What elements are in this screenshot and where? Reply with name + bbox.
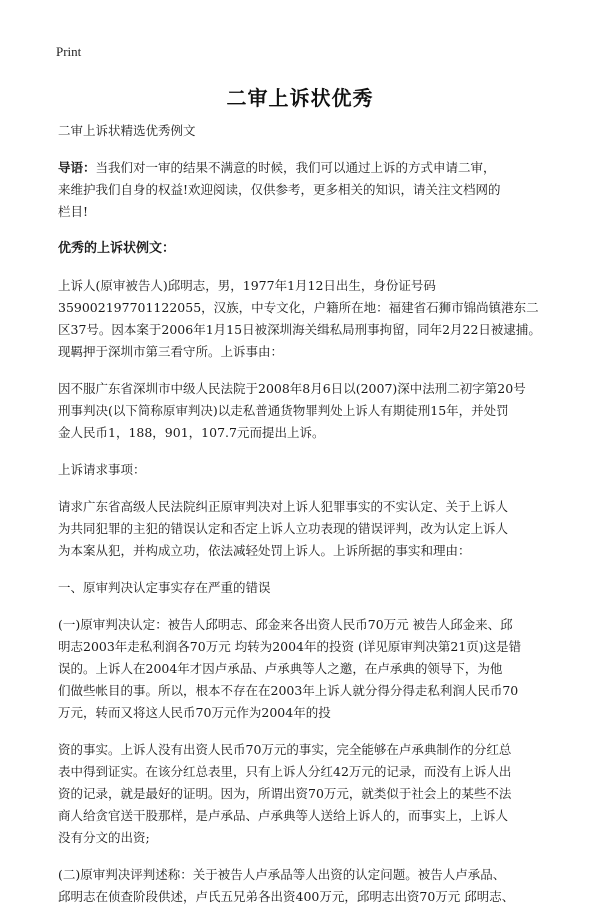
paragraph-line: 一、原审判决认定事实存在严重的错误 — [58, 580, 271, 595]
page-title: 二审上诉状优秀 — [226, 86, 374, 110]
intro-paragraph — [58, 157, 550, 223]
paragraph-line: 误的。上诉人在2004年才因卢承品、卢承典等人之邀，在卢承典的领导下，为他 — [58, 661, 503, 676]
appeal-request-heading — [58, 459, 550, 481]
paragraph-line: 表中得到证实。在该分红总表里，只有上诉人分红42万元的记录，而没有上诉人出 — [58, 764, 512, 779]
paragraph-line: 上诉请求事项： — [58, 462, 146, 477]
paragraph-line: 359002197701122055，汉族，中专文化，户籍所在地：福建省石狮市锦尚镇港东二 — [58, 300, 539, 315]
intro-text: 当我们对一审的结果不满意的时候，我们可以通过上诉的方式申请二审， — [95, 160, 496, 175]
paragraph-line: 资的事实。上诉人没有出资人民币70万元的事实，完全能够在卢承典制作的分红总 — [58, 742, 512, 757]
paragraph-line: 上诉人(原审被告人)邱明志，男，1977年1月12日出生，身份证号码 — [58, 278, 436, 293]
sample-heading: 优秀的上诉状例文： — [58, 241, 176, 256]
intro-label: 导语： — [58, 160, 96, 175]
appellant-info-paragraph — [58, 275, 550, 363]
print-label[interactable]: Print — [56, 44, 82, 59]
document-body — [58, 120, 550, 923]
paragraph-line: 商人给贪官送干股那样，是卢承品、卢承典等人送给上诉人的，而事实上，上诉人 — [58, 808, 509, 823]
paragraph-line: 现羁押于深圳市第三看守所。上诉事由： — [58, 344, 284, 359]
point-two-paragraph — [58, 864, 550, 908]
paragraph-line: 明志2003年走私利润各70万元 均转为2004年的投资 (详见原审判决第21页)这是错 — [58, 639, 522, 654]
intro-line: 栏目! — [58, 204, 89, 219]
subtitle-text: 二审上诉状精选优秀例文 — [58, 123, 196, 138]
section-one-heading — [58, 577, 550, 599]
paragraph-line: 没有分文的出资; — [58, 830, 150, 845]
appeal-reason-paragraph — [58, 378, 550, 444]
intro-line — [58, 157, 550, 179]
paragraph-line: 万元，转而又将这人民币70万元作为2004年的投 — [58, 705, 331, 720]
paragraph-line: 刑事判决(以下简称原审判决)以走私普通货物罪判处上诉人有期徒刑15年，并处罚 — [58, 403, 509, 418]
paragraph-line: 资的记录，就是最好的证明。因为，所谓出资70万元，就类似于社会上的某些不法 — [58, 786, 512, 801]
intro-line: 来维护我们自身的权益!欢迎阅读，仅供参考，更多相关的知识，请关注文档网的 — [58, 182, 501, 197]
paragraph-line: (一)原审判决认定：被告人邱明志、邱金来各出资人民币70万元 被告人邱金来、邱 — [58, 617, 513, 632]
paragraph-line: 为共同犯罪的主犯的错误认定和否定上诉人立功表现的错误评判，改为认定上诉人 — [58, 521, 509, 536]
paragraph-line: 邱明志在侦查阶段供述，卢氏五兄弟各出资400万元，邱明志出资70万元 邱明志、 — [58, 889, 515, 904]
point-one-paragraph — [58, 614, 550, 724]
paragraph-line: 金人民币1，188，901，107.7元而提出上诉。 — [58, 425, 325, 440]
appeal-request-paragraph — [58, 496, 550, 562]
paragraph-line: 请求广东省高级人民法院纠正原审判决对上诉人犯罪事实的不实认定、关于上诉人 — [58, 499, 509, 514]
paragraph-line: (二)原审判决评判述称：关于被告人卢承品等人出资的认定问题。被告人卢承品、 — [58, 867, 506, 882]
investment-paragraph — [58, 739, 550, 849]
paragraph-line: 为本案从犯，并构成立功，依法减轻处罚上诉人。上诉所据的事实和理由： — [58, 543, 471, 558]
paragraph-line: 因不服广东省深圳市中级人民法院于2008年8月6日以(2007)深中法刑二初字第20号 — [58, 381, 526, 396]
paragraph-line: 们做些帐目的事。所以，根本不存在在2003年上诉人就分得分得走私利润人民币70 — [58, 683, 519, 698]
section-heading — [58, 238, 550, 260]
subtitle — [58, 120, 550, 142]
paragraph-line: 区37号。因本案于2006年1月15日被深圳海关缉私局刑事拘留，同年2月22日被逮捕。 — [58, 322, 541, 337]
